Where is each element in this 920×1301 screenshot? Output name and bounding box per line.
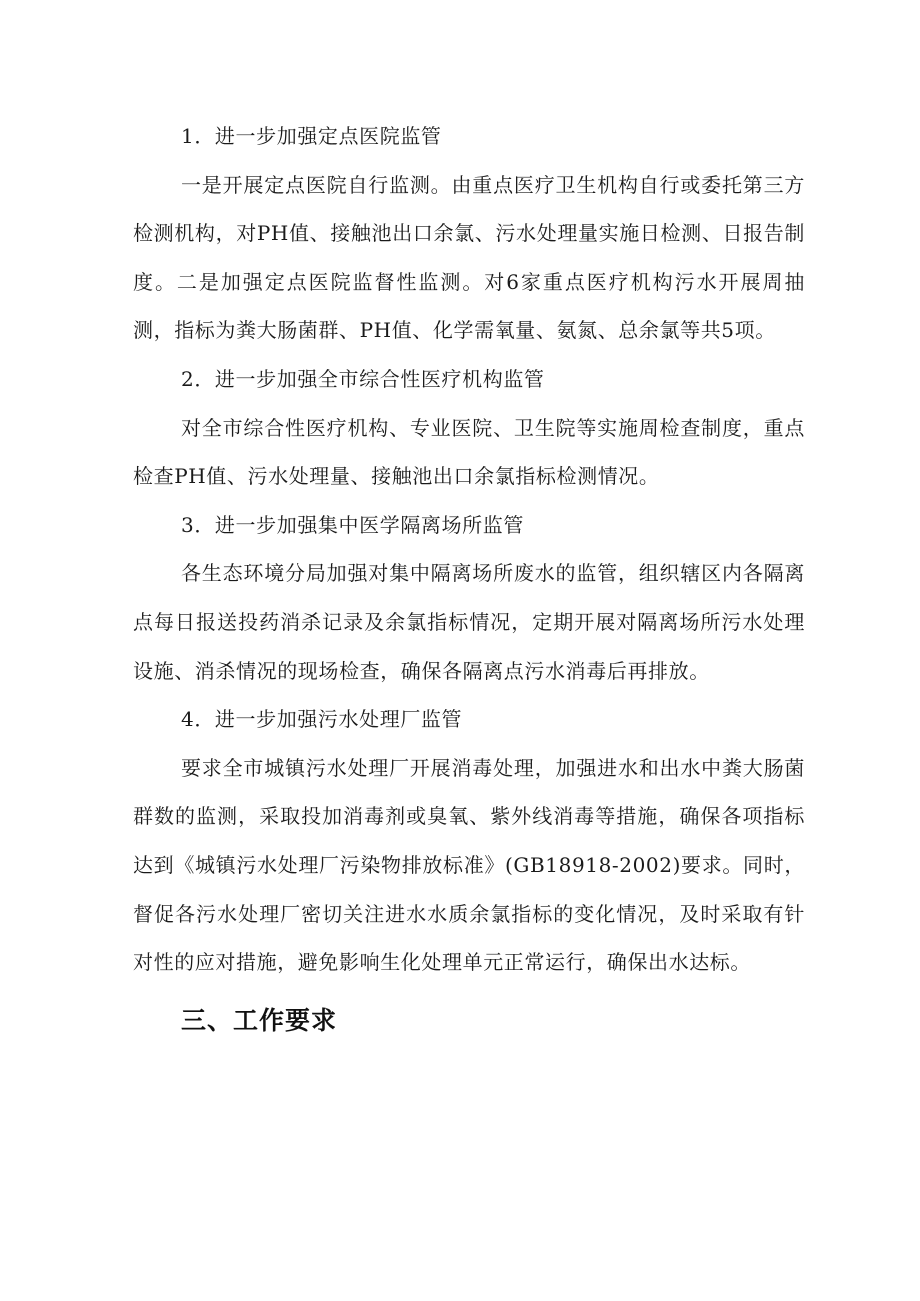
paragraph-isolation-wastewater: 各生态环境分局加强对集中隔离场所废水的监管，组织辖区内各隔离点每日报送投药消杀记录及余氯指标情况，定期开展对隔离场所污水处理设施、消杀情况的现场检查，确保各隔离点污水消毒后再排放。: [133, 561, 805, 683]
paragraph-sewage-plant-disinfection: 要求全市城镇污水处理厂开展消毒处理，加强进水和出水中粪大肠菌群数的监测，采取投加消毒剂或臭氧、紫外线消毒等措施，确保各项指标达到《城镇污水处理厂污染物排放标准》(GB18918-2002)要求。同时，督促各污水处理厂密切关注进水水质余氯指标的变化情况，及时采取有针对性的应对措施，避免影响生化处理单元正常运行，确保出水达标。: [133, 755, 805, 975]
section-title-work-requirements: 三、工作要求: [181, 1005, 338, 1035]
paragraph-hospital-monitoring: 一是开展定点医院自行监测。由重点医疗卫生机构自行或委托第三方检测机构，对PH值、接触池出口余氯、污水处理量实施日检测、日报告制度。二是加强定点医院监督性监测。对6家重点医疗机构污水开展周抽测，指标为粪大肠菌群、PH值、化学需氧量、氨氮、总余氯等共5项。: [133, 172, 805, 343]
subheading-medical-institution-supervision: 2．进一步加强全市综合性医疗机构监管: [181, 366, 545, 391]
subheading-hospital-supervision: 1．进一步加强定点医院监管: [181, 124, 442, 148]
paragraph-weekly-inspection: 对全市综合性医疗机构、专业医院、卫生院等实施周检查制度，重点检查PH值、污水处理量、接触池出口余氯指标检测情况。: [133, 415, 805, 489]
document-body: [133, 112, 805, 1045]
subheading-isolation-site-supervision: 3．进一步加强集中医学隔离场所监管: [181, 512, 524, 537]
subheading-sewage-plant-supervision: 4．进一步加强污水处理厂监管: [181, 707, 463, 732]
